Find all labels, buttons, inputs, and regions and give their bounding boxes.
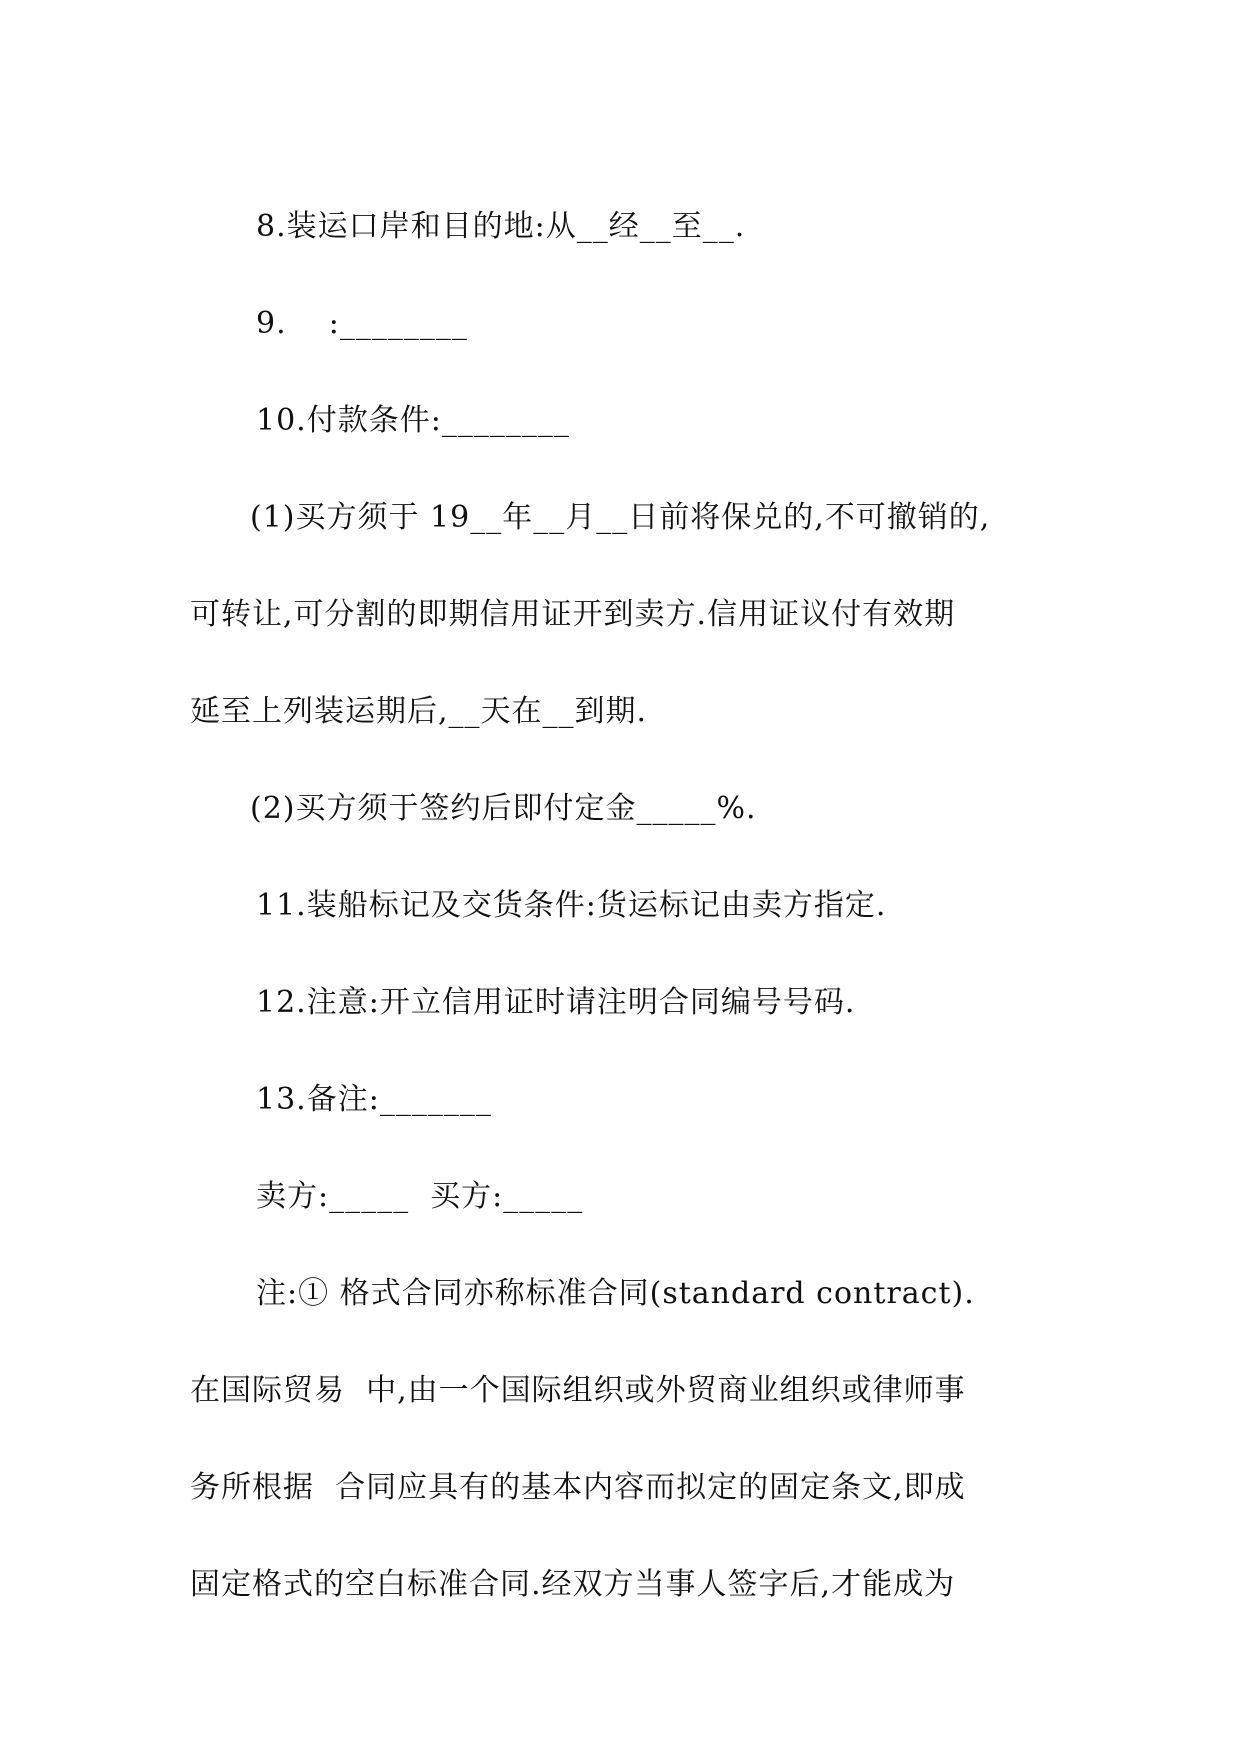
clause-10-1-line-3: 延至上列装运期后,__天在__到期. bbox=[190, 694, 648, 729]
document-body bbox=[190, 178, 1070, 1633]
clause-10-2-deposit: (2)买方须于签约后即付定金_____%. bbox=[250, 791, 757, 826]
note-1-line-1: 注:① 格式合同亦称标准合同(standard contract). bbox=[256, 1276, 975, 1311]
clause-11-shipping-marks: 11.装船标记及交货条件:货运标记由卖方指定. bbox=[256, 888, 887, 923]
clause-10-1-line-2: 可转让,可分割的即期信用证开到卖方.信用证议付有效期 bbox=[190, 597, 956, 632]
note-1-line-3: 务所根据 合同应具有的基本内容而拟定的固定条文,即成 bbox=[190, 1470, 966, 1505]
clause-9: 9. :________ bbox=[256, 306, 468, 341]
clause-8-shipping-ports: 8.装运口岸和目的地:从__经__至__. bbox=[256, 209, 746, 244]
note-1-line-2: 在国际贸易 中,由一个国际组织或外贸商业组织或律师事 bbox=[190, 1373, 966, 1408]
clause-12-notice: 12.注意:开立信用证时请注明合同编号号码. bbox=[256, 985, 856, 1020]
signatures-seller-buyer: 卖方:_____ 买方:_____ bbox=[256, 1179, 584, 1214]
note-1-line-4: 固定格式的空白标准合同.经双方当事人签字后,才能成为 bbox=[190, 1567, 956, 1602]
clause-10-payment-terms: 10.付款条件:________ bbox=[256, 403, 570, 438]
clause-13-remarks: 13.备注:_______ bbox=[256, 1082, 492, 1117]
clause-10-1-line-1: (1)买方须于 19__年__月__日前将保兑的,不可撤销的, bbox=[250, 500, 991, 535]
